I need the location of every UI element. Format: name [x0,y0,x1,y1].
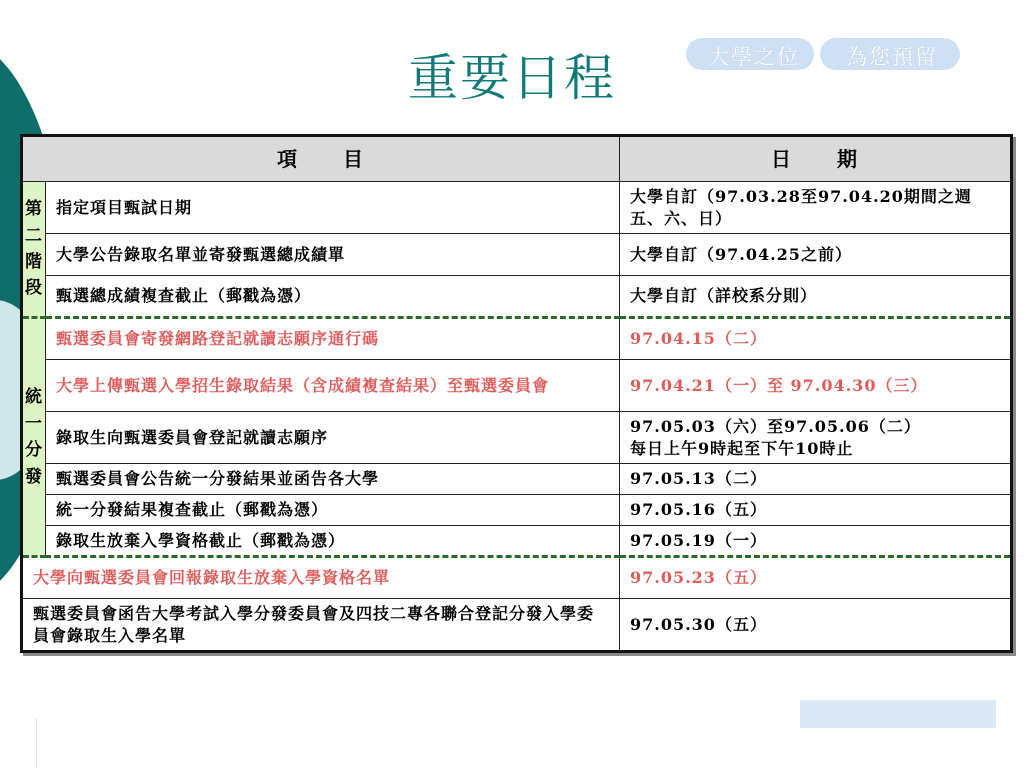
row-date: 大學自訂（97.04.25之前） [620,234,1012,276]
header-item: 項 目 [22,136,620,182]
logo [686,38,960,70]
row-item: 甄選委員會函告大學考試入學分發委員會及四技二專各聯合登記分發入學委員會錄取生入學名單 [22,599,620,652]
table-row [22,360,1012,412]
row-item: 錄取生放棄入學資格截止（郵戳為憑） [46,525,620,557]
table-header-row [22,136,1012,182]
schedule-table [20,134,1013,653]
row-date [620,412,1012,464]
row-date: 97.05.19（一） [620,525,1012,557]
row-date: 97.04.15（二） [620,318,1012,360]
header-date: 日 期 [620,136,1012,182]
table-row [22,599,1012,652]
table-row [22,276,1012,318]
logo-text-left: 大學之位 [708,45,800,69]
row-item: 甄選總成績複查截止（郵戳為憑） [46,276,620,318]
page-title: 重要日程 [408,49,616,107]
category-stage2: 第 二 階 段 [22,182,46,318]
row-item: 大學向甄選委員會回報錄取生放棄入學資格名單 [22,557,620,599]
row-date: 97.05.30（五） [620,599,1012,652]
row-date-line1: 97.05.03（六）至97.05.06（二） [630,417,921,437]
row-item: 大學上傳甄選入學招生錄取結果（含成績複查結果）至甄選委員會 [46,360,620,412]
category-unified: 統 一 分 發 [22,318,46,557]
row-date: 大學自訂（詳校系分則） [620,276,1012,318]
row-date-line2: 每日上午9時起至下午10時止 [630,438,854,458]
row-date: 97.04.21（一）至 97.04.30（三） [620,360,1012,412]
row-item: 統一分發結果複查截止（郵戳為憑） [46,494,620,525]
decorative-line [36,718,37,768]
table-row [22,412,1012,464]
row-date: 97.05.13（二） [620,464,1012,495]
logo-text-right: 為您預留 [846,45,938,69]
row-item: 甄選委員會公告統一分發結果並函告各大學 [46,464,620,495]
row-item: 錄取生向甄選委員會登記就讀志願序 [46,412,620,464]
row-item: 指定項目甄試日期 [46,182,620,234]
table-row [22,464,1012,495]
table-row [22,318,1012,360]
row-date: 97.05.16（五） [620,494,1012,525]
table-row [22,494,1012,525]
table-row [22,234,1012,276]
decorative-bottom-bar [800,700,996,728]
row-item: 甄選委員會寄發網路登記就讀志願序通行碼 [46,318,620,360]
table-row [22,557,1012,599]
table-row [22,182,1012,234]
row-date: 97.05.23（五） [620,557,1012,599]
row-item: 大學公告錄取名單並寄發甄選總成績單 [46,234,620,276]
row-date: 大學自訂（97.03.28至97.04.20期間之週五、六、日） [620,182,1012,234]
table-row [22,525,1012,557]
